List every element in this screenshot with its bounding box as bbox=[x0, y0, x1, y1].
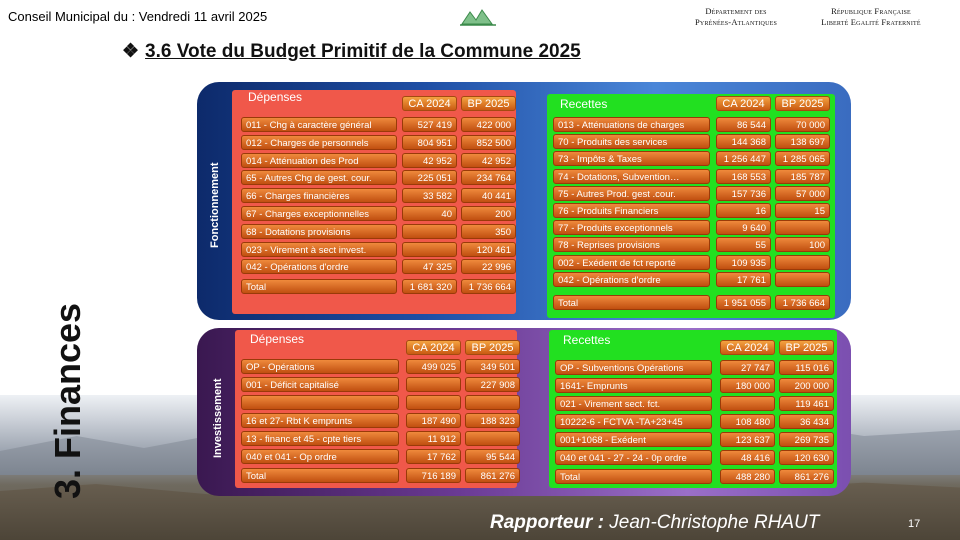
row-bp-2025: 22 996 bbox=[461, 259, 516, 274]
rapporteur-name: Jean-Christophe RHAUT bbox=[609, 512, 820, 533]
row-label: 67 - Charges exceptionnelles bbox=[241, 206, 397, 221]
row-label: 66 - Charges financières bbox=[241, 188, 397, 203]
page-number: 17 bbox=[908, 518, 921, 530]
total-ca-2024: 1 951 055 bbox=[716, 295, 771, 310]
departement-line1: Département des bbox=[705, 6, 767, 16]
row-ca-2024: 47 325 bbox=[402, 259, 457, 274]
row-ca-2024: 48 416 bbox=[720, 450, 775, 465]
invest-recettes-col-bp: BP 2025 bbox=[779, 340, 834, 355]
slide-title bbox=[122, 40, 581, 63]
row-label: 040 et 041 - 27 - 24 - 0p ordre bbox=[555, 450, 712, 465]
row-label: 013 - Atténuations de charges bbox=[553, 117, 710, 132]
row-ca-2024: 157 736 bbox=[716, 186, 771, 201]
invest-depenses-col-ca: CA 2024 bbox=[406, 340, 461, 355]
row-bp-2025: 119 461 bbox=[779, 396, 834, 411]
row-label: 002 - Exédent de fct reporté bbox=[553, 255, 710, 270]
total-label: Total bbox=[241, 279, 397, 294]
row-bp-2025 bbox=[775, 272, 830, 287]
row-ca-2024: 11 912 bbox=[406, 431, 461, 446]
row-bp-2025: 40 441 bbox=[461, 188, 516, 203]
row-bp-2025 bbox=[465, 431, 520, 446]
row-bp-2025 bbox=[775, 255, 830, 270]
row-ca-2024: 187 490 bbox=[406, 413, 461, 428]
republique-block bbox=[796, 6, 946, 28]
row-ca-2024 bbox=[406, 395, 461, 410]
row-label: 74 - Dotations, Subvention… bbox=[553, 169, 710, 184]
row-label: OP - Opérations bbox=[241, 359, 399, 374]
total-label: Total bbox=[553, 295, 710, 310]
row-bp-2025: 422 000 bbox=[461, 117, 516, 132]
row-label: 65 - Autres Chg de gest. cour. bbox=[241, 170, 397, 185]
total-label: Total bbox=[241, 468, 399, 483]
row-label: 13 - financ et 45 - cpte tiers bbox=[241, 431, 399, 446]
row-label: 001+1068 - Exédent bbox=[555, 432, 712, 447]
diamond-bullet-icon: ❖ bbox=[122, 41, 140, 62]
row-label: 76 - Produits Financiers bbox=[553, 203, 710, 218]
invest-depenses-title: Dépenses bbox=[250, 332, 305, 346]
row-label: 023 - Virement à sect invest. bbox=[241, 242, 397, 257]
row-bp-2025: 200 000 bbox=[779, 378, 834, 393]
row-label: 042 - Opérations d'ordre bbox=[241, 259, 397, 274]
fonct-recettes-col-bp: BP 2025 bbox=[775, 96, 830, 111]
fonct-recettes-col-ca: CA 2024 bbox=[716, 96, 771, 111]
total-label: Total bbox=[555, 469, 712, 484]
row-bp-2025: 70 000 bbox=[775, 117, 830, 132]
row-label: 040 et 041 - Op ordre bbox=[241, 449, 399, 464]
row-label: 042 - Opérations d'ordre bbox=[553, 272, 710, 287]
row-bp-2025: 234 764 bbox=[461, 170, 516, 185]
row-ca-2024: 499 025 bbox=[406, 359, 461, 374]
row-ca-2024: 42 952 bbox=[402, 153, 457, 168]
total-ca-2024: 716 189 bbox=[406, 468, 461, 483]
row-label: 021 - Virement sect. fct. bbox=[555, 396, 712, 411]
row-bp-2025: 269 735 bbox=[779, 432, 834, 447]
row-ca-2024: 40 bbox=[402, 206, 457, 221]
row-bp-2025: 120 630 bbox=[779, 450, 834, 465]
total-ca-2024: 488 280 bbox=[720, 469, 775, 484]
row-label: 014 - Atténuation des Prod bbox=[241, 153, 397, 168]
fonct-depenses-title: Dépenses bbox=[248, 90, 303, 104]
row-bp-2025: 185 787 bbox=[775, 169, 830, 184]
row-ca-2024: 16 bbox=[716, 203, 771, 218]
row-label: 001 - Déficit capitalisé bbox=[241, 377, 399, 392]
row-ca-2024: 27 747 bbox=[720, 360, 775, 375]
row-ca-2024: 527 419 bbox=[402, 117, 457, 132]
row-label: 77 - Produits exceptionnels bbox=[553, 220, 710, 235]
commune-logo-icon bbox=[458, 6, 498, 28]
row-ca-2024: 9 640 bbox=[716, 220, 771, 235]
row-bp-2025: 350 bbox=[461, 224, 516, 239]
row-bp-2025: 138 697 bbox=[775, 134, 830, 149]
row-label: 10222-6 - FCTVA -TA+23+45 bbox=[555, 414, 712, 429]
row-bp-2025: 115 016 bbox=[779, 360, 834, 375]
fonct-depenses-col-bp: BP 2025 bbox=[461, 96, 516, 111]
row-bp-2025 bbox=[775, 220, 830, 235]
fonctionnement-label: Fonctionnement bbox=[209, 162, 221, 248]
row-label: 70 - Produits des services bbox=[553, 134, 710, 149]
row-ca-2024: 123 637 bbox=[720, 432, 775, 447]
fonct-recettes-title: Recettes bbox=[560, 97, 608, 111]
total-ca-2024: 1 681 320 bbox=[402, 279, 457, 294]
investissement-label: Investissement bbox=[212, 378, 224, 458]
rapporteur-label: Rapporteur : bbox=[490, 512, 604, 533]
row-ca-2024: 17 762 bbox=[406, 449, 461, 464]
row-ca-2024: 33 582 bbox=[402, 188, 457, 203]
row-label: 16 et 27- Rbt K emprunts bbox=[241, 413, 399, 428]
row-ca-2024: 804 951 bbox=[402, 135, 457, 150]
row-bp-2025: 42 952 bbox=[461, 153, 516, 168]
row-bp-2025: 200 bbox=[461, 206, 516, 221]
invest-recettes-title: Recettes bbox=[563, 333, 611, 347]
row-bp-2025: 95 544 bbox=[465, 449, 520, 464]
row-ca-2024: 180 000 bbox=[720, 378, 775, 393]
total-bp-2025: 1 736 664 bbox=[775, 295, 830, 310]
row-ca-2024: 144 368 bbox=[716, 134, 771, 149]
row-label: 1641- Emprunts bbox=[555, 378, 712, 393]
row-bp-2025: 57 000 bbox=[775, 186, 830, 201]
row-bp-2025: 188 323 bbox=[465, 413, 520, 428]
total-bp-2025: 861 276 bbox=[465, 468, 520, 483]
departement-line2: Pyrénées-Atlantiques bbox=[694, 17, 778, 27]
republique-line1: République Française bbox=[831, 6, 911, 16]
row-label: 73 - Impôts & Taxes bbox=[553, 151, 710, 166]
section-side-title bbox=[48, 300, 88, 500]
row-ca-2024: 1 256 447 bbox=[716, 151, 771, 166]
row-bp-2025 bbox=[465, 395, 520, 410]
total-bp-2025: 861 276 bbox=[779, 469, 834, 484]
row-ca-2024: 55 bbox=[716, 237, 771, 252]
departement-block bbox=[676, 6, 796, 28]
invest-depenses-col-bp: BP 2025 bbox=[465, 340, 520, 355]
rapporteur bbox=[490, 512, 819, 534]
row-ca-2024: 225 051 bbox=[402, 170, 457, 185]
meeting-date: Conseil Municipal du : Vendredi 11 avril 2025 bbox=[8, 9, 268, 24]
row-ca-2024: 108 480 bbox=[720, 414, 775, 429]
total-bp-2025: 1 736 664 bbox=[461, 279, 516, 294]
row-label: OP - Subventions Opérations bbox=[555, 360, 712, 375]
row-ca-2024 bbox=[406, 377, 461, 392]
republique-line2: Liberté Egalité Fraternité bbox=[821, 17, 921, 27]
row-ca-2024: 86 544 bbox=[716, 117, 771, 132]
row-label: 78 - Reprises provisions bbox=[553, 237, 710, 252]
row-bp-2025: 15 bbox=[775, 203, 830, 218]
invest-recettes-col-ca: CA 2024 bbox=[720, 340, 775, 355]
row-bp-2025: 36 434 bbox=[779, 414, 834, 429]
row-ca-2024 bbox=[402, 242, 457, 257]
section-side-title-text: 3. Finances bbox=[47, 302, 88, 500]
row-label: 011 - Chg à caractère général bbox=[241, 117, 397, 132]
row-ca-2024: 17 761 bbox=[716, 272, 771, 287]
row-bp-2025: 227 908 bbox=[465, 377, 520, 392]
row-bp-2025: 120 461 bbox=[461, 242, 516, 257]
row-ca-2024: 109 935 bbox=[716, 255, 771, 270]
fonct-depenses-col-ca: CA 2024 bbox=[402, 96, 457, 111]
row-ca-2024 bbox=[402, 224, 457, 239]
row-bp-2025: 100 bbox=[775, 237, 830, 252]
row-bp-2025: 1 285 065 bbox=[775, 151, 830, 166]
row-ca-2024 bbox=[720, 396, 775, 411]
row-bp-2025: 852 500 bbox=[461, 135, 516, 150]
row-bp-2025: 349 501 bbox=[465, 359, 520, 374]
row-label: 75 - Autres Prod. gest .cour. bbox=[553, 186, 710, 201]
row-ca-2024: 168 553 bbox=[716, 169, 771, 184]
row-label: 68 - Dotations provisions bbox=[241, 224, 397, 239]
row-label bbox=[241, 395, 399, 410]
slide-title-text: 3.6 Vote du Budget Primitif de la Commune 2025 bbox=[145, 41, 581, 62]
row-label: 012 - Charges de personnels bbox=[241, 135, 397, 150]
